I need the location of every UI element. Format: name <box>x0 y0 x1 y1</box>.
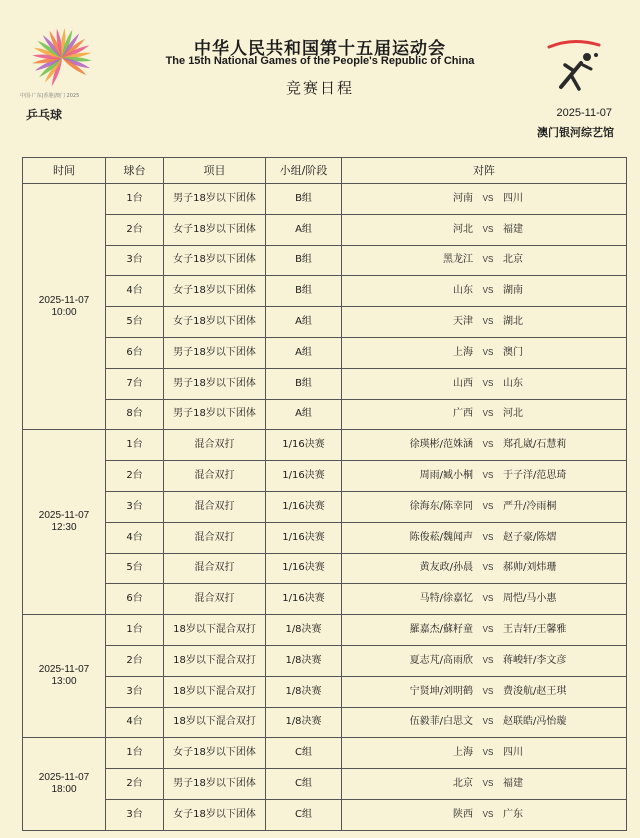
vs-label: VS <box>482 779 494 789</box>
team-a: 上海 <box>453 346 473 358</box>
stage-cell: C组 <box>266 769 342 800</box>
matchup-cell <box>342 676 627 707</box>
vs-label: VS <box>482 625 494 635</box>
vs-label: VS <box>482 594 494 604</box>
page-header <box>0 0 640 155</box>
matchup-cell <box>342 368 627 399</box>
table-number-cell: 3台 <box>106 245 164 276</box>
team-b: 于子洋/范思琦 <box>503 470 567 482</box>
team-b: 福建 <box>503 778 523 790</box>
page-subtitle: 竞赛日程 <box>285 79 354 97</box>
table-row <box>23 769 627 800</box>
matchup-cell <box>342 214 627 245</box>
table-number-cell: 3台 <box>106 799 164 830</box>
header-event: 项目 <box>164 158 266 184</box>
header-table: 球台 <box>106 158 164 184</box>
time-hour: 18:00 <box>51 784 77 796</box>
time-cell <box>23 430 106 615</box>
team-a: 山西 <box>453 377 473 389</box>
stage-cell: 1/16决赛 <box>266 553 342 584</box>
team-b: 郝帅/刘炜珊 <box>503 562 557 574</box>
team-a: 北京 <box>453 778 473 790</box>
event-cell: 女子18岁以下团体 <box>164 738 266 769</box>
stage-cell: 1/16决赛 <box>266 584 342 615</box>
team-b: 湖南 <box>503 285 523 297</box>
stage-cell: 1/8决赛 <box>266 615 342 646</box>
matchup-cell <box>342 522 627 553</box>
logo-caption: 中国·广东|香港|澳门 2025 <box>20 93 80 99</box>
table-number-cell: 1台 <box>106 738 164 769</box>
table-number-cell: 2台 <box>106 769 164 800</box>
event-cell: 混合双打 <box>164 553 266 584</box>
header-matchup: 对阵 <box>342 158 627 184</box>
team-a: 广西 <box>453 408 473 420</box>
team-b: 周恺/马小惠 <box>503 593 557 605</box>
table-row <box>23 522 627 553</box>
stage-cell: C组 <box>266 799 342 830</box>
vs-label: VS <box>482 224 494 234</box>
stage-cell: A组 <box>266 214 342 245</box>
team-a: 陈俊菘/魏闻声 <box>409 531 473 543</box>
table-row <box>23 430 627 461</box>
matchup-cell <box>342 307 627 338</box>
team-b: 北京 <box>503 254 523 266</box>
vs-label: VS <box>482 317 494 327</box>
team-a: 河北 <box>453 223 473 235</box>
time-cell <box>23 184 106 430</box>
team-a: 黑龙江 <box>443 254 473 266</box>
event-cell: 女子18岁以下团体 <box>164 214 266 245</box>
event-cell: 女子18岁以下团体 <box>164 245 266 276</box>
table-header-row <box>23 158 627 184</box>
event-cell: 女子18岁以下团体 <box>164 307 266 338</box>
header-time: 时间 <box>23 158 106 184</box>
team-a: 徐海东/陈幸同 <box>409 500 473 512</box>
vs-label: VS <box>482 563 494 573</box>
vs-label: VS <box>482 347 494 357</box>
stage-cell: 1/16决赛 <box>266 430 342 461</box>
matchup-cell <box>342 491 627 522</box>
stage-cell: 1/16决赛 <box>266 522 342 553</box>
matchup-cell <box>342 184 627 215</box>
table-number-cell: 5台 <box>106 307 164 338</box>
stage-cell: A组 <box>266 337 342 368</box>
table-number-cell: 6台 <box>106 584 164 615</box>
sport-name: 乒乓球 <box>26 108 63 122</box>
time-hour: 13:00 <box>51 676 77 688</box>
table-number-cell: 1台 <box>106 615 164 646</box>
table-row <box>23 214 627 245</box>
vs-label: VS <box>482 809 494 819</box>
time-cell <box>23 738 106 830</box>
table-number-cell: 2台 <box>106 645 164 676</box>
team-b: 蒋峻轩/李文彦 <box>503 654 567 666</box>
table-row <box>23 368 627 399</box>
page-title: 中华人民共和国第十五届运动会 <box>194 39 446 59</box>
vs-label: VS <box>482 440 494 450</box>
vs-label: VS <box>482 532 494 542</box>
vs-label: VS <box>482 717 494 727</box>
table-number-cell: 6台 <box>106 337 164 368</box>
table-row <box>23 184 627 215</box>
team-a: 山东 <box>453 285 473 297</box>
table-number-cell: 4台 <box>106 522 164 553</box>
time-hour: 12:30 <box>51 522 77 534</box>
matchup-cell <box>342 799 627 830</box>
table-row <box>23 615 627 646</box>
team-b: 四川 <box>503 192 523 204</box>
event-cell: 18岁以下混合双打 <box>164 645 266 676</box>
team-a: 徐瑛彬/范姝涵 <box>409 439 473 451</box>
team-b: 福建 <box>503 223 523 235</box>
table-row <box>23 491 627 522</box>
stage-cell: 1/8决赛 <box>266 707 342 738</box>
team-a: 陕西 <box>453 808 473 820</box>
event-cell: 18岁以下混合双打 <box>164 707 266 738</box>
team-b: 赵子豪/陈熠 <box>503 531 557 543</box>
time-date: 2025-11-07 <box>38 294 90 306</box>
table-row <box>23 307 627 338</box>
vs-label: VS <box>482 255 494 265</box>
table-number-cell: 5台 <box>106 553 164 584</box>
matchup-cell <box>342 584 627 615</box>
event-cell: 男子18岁以下团体 <box>164 399 266 430</box>
time-hour: 10:00 <box>51 306 77 318</box>
schedule-date: 2025-11-07 <box>556 107 612 119</box>
team-a: 上海 <box>453 747 473 759</box>
matchup-cell <box>342 430 627 461</box>
event-cell: 女子18岁以下团体 <box>164 799 266 830</box>
page-title-english: The 15th National Games of the People's Republic of China <box>165 55 475 67</box>
vs-label: VS <box>482 409 494 419</box>
table-row <box>23 399 627 430</box>
stage-cell: A组 <box>266 307 342 338</box>
team-b: 郑孔崴/石慧莉 <box>503 439 567 451</box>
team-a: 夏志芃/高雨欣 <box>409 654 473 666</box>
schedule-table <box>22 157 627 831</box>
event-cell: 男子18岁以下团体 <box>164 368 266 399</box>
matchup-cell <box>342 738 627 769</box>
event-cell: 女子18岁以下团体 <box>164 276 266 307</box>
venue-name: 澳门银河综艺馆 <box>537 126 614 139</box>
team-a: 马特/徐嘉忆 <box>419 593 473 605</box>
table-number-cell: 4台 <box>106 276 164 307</box>
stage-cell: 1/8决赛 <box>266 645 342 676</box>
event-cell: 男子18岁以下团体 <box>164 769 266 800</box>
header-stage: 小组/阶段 <box>266 158 342 184</box>
table-row <box>23 676 627 707</box>
matchup-cell <box>342 399 627 430</box>
team-b: 山东 <box>503 377 523 389</box>
vs-label: VS <box>482 193 494 203</box>
event-cell: 18岁以下混合双打 <box>164 676 266 707</box>
matchup-cell <box>342 553 627 584</box>
time-cell <box>23 615 106 738</box>
table-number-cell: 4台 <box>106 707 164 738</box>
table-row <box>23 276 627 307</box>
vs-label: VS <box>482 655 494 665</box>
vs-label: VS <box>482 286 494 296</box>
stage-cell: C组 <box>266 738 342 769</box>
team-a: 黄友政/孙晨 <box>419 562 473 574</box>
team-b: 王吉轩/王馨雅 <box>503 624 567 636</box>
team-a: 天津 <box>453 316 473 328</box>
stage-cell: B组 <box>266 276 342 307</box>
matchup-cell <box>342 615 627 646</box>
table-number-cell: 7台 <box>106 368 164 399</box>
event-cell: 混合双打 <box>164 430 266 461</box>
event-cell: 18岁以下混合双打 <box>164 615 266 646</box>
table-row <box>23 738 627 769</box>
table-row <box>23 799 627 830</box>
time-date: 2025-11-07 <box>38 510 90 522</box>
table-row <box>23 337 627 368</box>
vs-label: VS <box>482 748 494 758</box>
table-row <box>23 707 627 738</box>
stage-cell: 1/8决赛 <box>266 676 342 707</box>
event-cell: 男子18岁以下团体 <box>164 184 266 215</box>
stage-cell: 1/16决赛 <box>266 461 342 492</box>
team-b: 严升/冷雨桐 <box>503 500 557 512</box>
time-date: 2025-11-07 <box>38 664 90 676</box>
table-number-cell: 2台 <box>106 214 164 245</box>
team-a: 宁贤坤/刘明鹤 <box>409 685 473 697</box>
matchup-cell <box>342 645 627 676</box>
table-tennis-pictogram-icon <box>543 35 603 95</box>
table-row <box>23 461 627 492</box>
table-row <box>23 645 627 676</box>
stage-cell: B组 <box>266 368 342 399</box>
stage-cell: A组 <box>266 399 342 430</box>
table-number-cell: 8台 <box>106 399 164 430</box>
time-date: 2025-11-07 <box>38 772 90 784</box>
table-number-cell: 1台 <box>106 430 164 461</box>
event-cell: 混合双打 <box>164 584 266 615</box>
matchup-cell <box>342 707 627 738</box>
table-number-cell: 1台 <box>106 184 164 215</box>
vs-label: VS <box>482 471 494 481</box>
team-a: 周雨/臧小桐 <box>419 470 473 482</box>
table-row <box>23 584 627 615</box>
vs-label: VS <box>482 378 494 388</box>
matchup-cell <box>342 769 627 800</box>
team-b: 澳门 <box>503 346 523 358</box>
matchup-cell <box>342 461 627 492</box>
table-number-cell: 3台 <box>106 491 164 522</box>
team-a: 羅嘉杰/蘇籽童 <box>409 624 473 636</box>
stage-cell: 1/16决赛 <box>266 491 342 522</box>
matchup-cell <box>342 276 627 307</box>
team-b: 赵联皓/冯怡璇 <box>503 716 567 728</box>
event-cell: 混合双打 <box>164 522 266 553</box>
matchup-cell <box>342 245 627 276</box>
event-cell: 混合双打 <box>164 461 266 492</box>
team-b: 湖北 <box>503 316 523 328</box>
stage-cell: B组 <box>266 184 342 215</box>
team-a: 伍毅菲/白思文 <box>409 716 473 728</box>
team-b: 四川 <box>503 747 523 759</box>
vs-label: VS <box>482 686 494 696</box>
event-cell: 男子18岁以下团体 <box>164 337 266 368</box>
table-row <box>23 553 627 584</box>
matchup-cell <box>342 337 627 368</box>
table-row <box>23 245 627 276</box>
team-b: 费浚航/赵王琪 <box>503 685 567 697</box>
stage-cell: B组 <box>266 245 342 276</box>
vs-label: VS <box>482 501 494 511</box>
team-a: 河南 <box>453 192 473 204</box>
event-cell: 混合双打 <box>164 491 266 522</box>
team-b: 河北 <box>503 408 523 420</box>
table-number-cell: 3台 <box>106 676 164 707</box>
team-b: 广东 <box>503 808 523 820</box>
table-number-cell: 2台 <box>106 461 164 492</box>
